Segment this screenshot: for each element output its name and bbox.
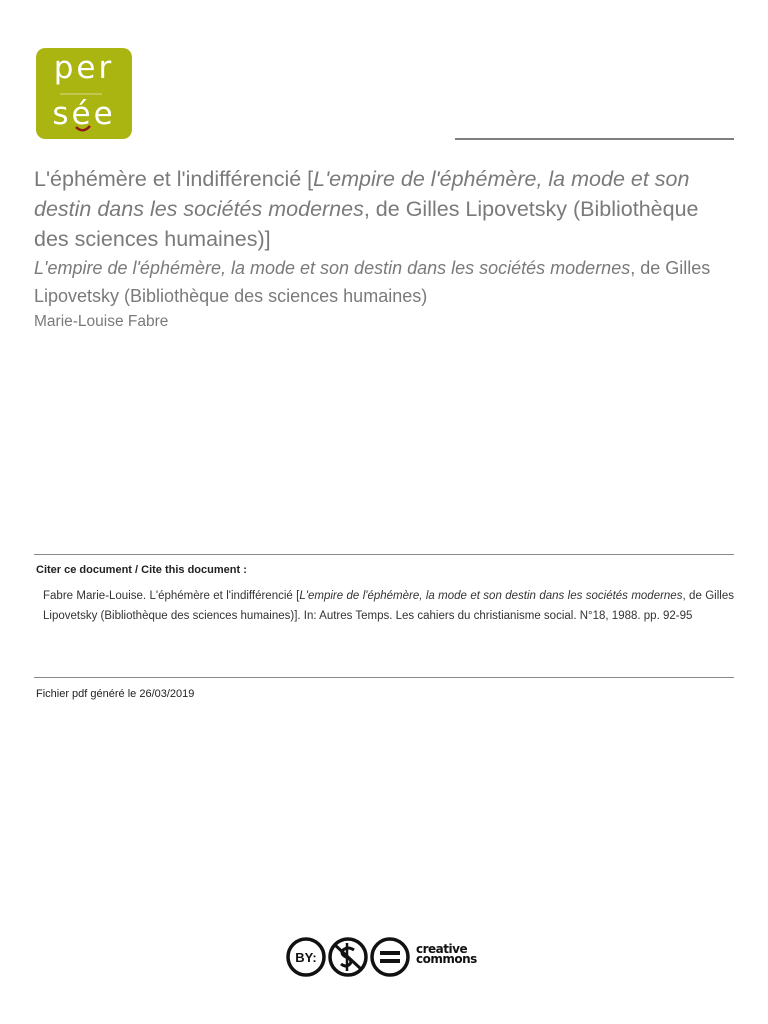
title-part: , de Gilles Lipovetsky (Bibliothèque des sciences humaines)] — [34, 197, 699, 251]
noncommercial-icon — [330, 939, 366, 975]
title-part: L'empire de l'éphémère, la mode et son destin dans les sociétés modernes — [34, 167, 690, 221]
document-subtitle — [34, 254, 754, 310]
subtitle-part: L'empire de l'éphémère, la mode et son destin dans les sociétés modernes — [34, 258, 631, 278]
document-author: Marie-Louise Fabre — [34, 313, 169, 330]
creative-commons-badge[interactable] — [286, 936, 486, 978]
logo-text-top: per — [53, 50, 115, 86]
logo-text-bottom: sée — [52, 96, 116, 132]
noderivatives-icon — [372, 939, 408, 975]
citation-part: Fabre Marie-Louise. L'éphémère et l'indifférencié [ — [43, 590, 300, 602]
header-rule — [455, 138, 734, 140]
cc-wordmark-line1: creative — [416, 942, 468, 956]
document-title — [34, 164, 734, 254]
citation-rule-top — [34, 554, 734, 555]
subtitle-part: , de Gilles Lipovetsky (Bibliothèque des sciences humaines) — [34, 258, 711, 306]
citation-part: , de Gilles Lipovetsky (Bibliothèque des sciences humaines)]. In: Autres Temps. Les cahiers du christianisme social. N°18, 1988. pp. 92-95 — [43, 590, 734, 622]
cc-license-icons — [286, 936, 411, 978]
cc-wordmark-line2: commons — [416, 952, 477, 966]
title-part: L'éphémère et l'indifférencié [ — [34, 167, 314, 191]
citation-text — [43, 586, 734, 626]
persee-logo[interactable] — [36, 48, 132, 139]
generated-date: Fichier pdf généré le 26/03/2019 — [36, 688, 195, 700]
by-icon-label: BY: — [295, 950, 317, 965]
citation-part: L'empire de l'éphémère, la mode et son destin dans les sociétés modernes — [299, 590, 683, 602]
citation-rule-bottom — [34, 677, 734, 678]
by-icon — [288, 939, 324, 975]
cc-wordmark — [416, 944, 477, 964]
citation-heading: Citer ce document / Cite this document : — [36, 564, 247, 576]
